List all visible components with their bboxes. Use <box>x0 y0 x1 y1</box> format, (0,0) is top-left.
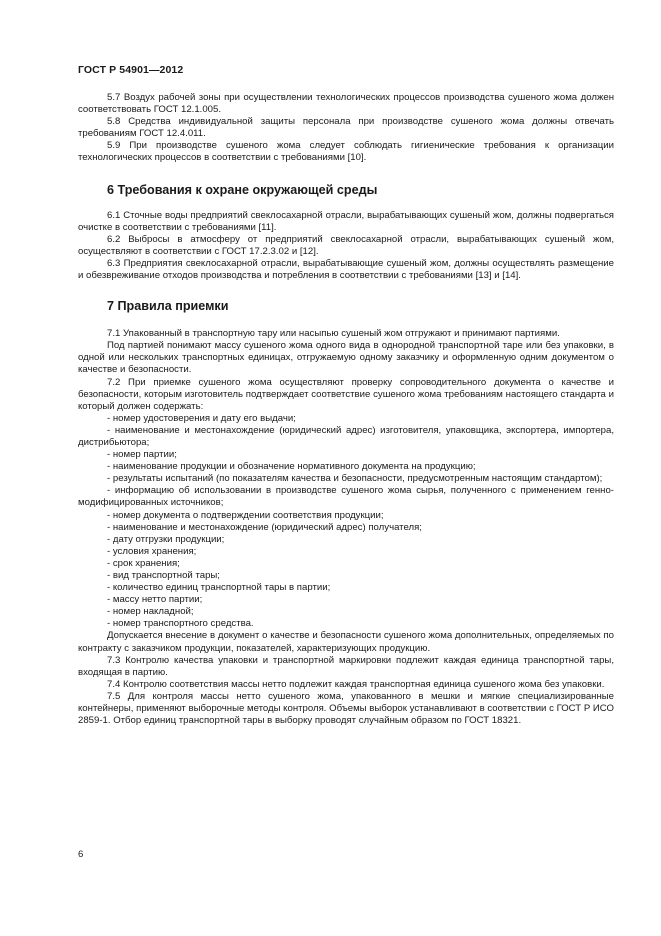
list-item: - номер партии; <box>107 449 177 461</box>
list-item: - номер документа о подтверждении соответствия продукции; <box>107 509 384 521</box>
paragraph-7-1: 7.1 Упакованный в транспортную тару или насыпью сушеный жом отгружают и принимают партиями. <box>107 328 560 340</box>
paragraph-7-1-lot-definition: Под партией понимают массу сушеного жома одного вида в однородной транспортной таре или без упаковки, в одной или нескольких транспортных единицах, отгружаемую одному заказчику и оформленную одним документом о качестве и безопасности. <box>78 340 614 376</box>
list-item: - условия хранения; <box>107 545 197 557</box>
list-item: - наименование и местонахождение (юридический адрес) получателя; <box>107 521 422 533</box>
list-item: - количество единиц транспортной тары в партии; <box>107 582 331 594</box>
paragraph-7-2: 7.2 При приемке сушеного жома осуществляют проверку сопроводительного документа о качестве и безопасности, которым изготовитель подтверждает соответствие сушеного жома требованиям настоящего стандарта и который должен содержать: <box>78 376 614 412</box>
list-item: - номер удостоверения и дату его выдачи; <box>107 412 296 424</box>
list-item: - номер транспортного средства. <box>107 618 254 630</box>
paragraph-7-3: 7.3 Контролю качества упаковки и транспортной маркировки подлежит каждая единица транспортной тары, входящая в партию. <box>78 654 614 678</box>
list-item: - массу нетто партии; <box>107 594 203 606</box>
list-item: - наименование продукции и обозначение нормативного документа на продукцию; <box>107 461 476 473</box>
paragraph-7-4: 7.4 Контролю соответствия массы нетто подлежит каждая транспортная единица сушеного жома без упаковки. <box>107 678 605 690</box>
paragraph-5-7: 5.7 Воздух рабочей зоны при осуществлении технологических процессов производства сушеного жома должен соответствовать ГОСТ 12.1.005. <box>78 92 614 116</box>
paragraph-7-5: 7.5 Для контроля массы нетто сушеного жома, упакованного в мешки и мягкие специализированные контейнеры, применяют выборочные методы контроля. Объемы выборок устанавливают в соответствии с ГОСТ Р ИСО 2859-1. Отбор единиц транспортной тары в выборку проводят случайным образом по ГОСТ 18321. <box>78 690 614 727</box>
paragraph-6-2: 6.2 Выбросы в атмосферу от предприятий свеклосахарной отрасли, вырабатывающих сушеный жом, осуществляют в соответствии с ГОСТ 17.2.3.02 и [12]. <box>78 233 614 257</box>
list-item: - информацию об использовании в производстве сушеного жома сырья, полученного с применением генно-модифицированных источников; <box>78 485 614 509</box>
list-item: - результаты испытаний (по показателям качества и безопасности, предусмотренным настоящим стандартом); <box>107 473 603 485</box>
paragraph-7-2-additional: Допускается внесение в документ о качестве и безопасности сушеного жома дополнительных, определяемых по контракту с заказчиком продукции, показателей, характеризующих продукцию. <box>78 630 614 654</box>
list-item: - номер накладной; <box>107 606 194 618</box>
paragraph-5-8: 5.8 Средства индивидуальной защиты персонала при производстве сушеного жома должны отвечать требованиям ГОСТ 12.4.011. <box>78 116 614 140</box>
list-item: - вид транспортной тары; <box>107 570 220 581</box>
paragraph-6-3: 6.3 Предприятия свеклосахарной отрасли, вырабатывающие сушеный жом, должны осуществлять размещение и обезвреживание отходов производства и потребления в соответствии с требованиями [13] и [14]. <box>78 257 614 282</box>
list-item: - срок хранения; <box>107 557 180 569</box>
section-7-heading: 7 Правила приемки <box>107 299 229 314</box>
section-6-heading: 6 Требования к охране окружающей среды <box>107 182 378 197</box>
list-item: - наименование и местонахождение (юридический адрес) изготовителя, упаковщика, экспортера, импортера, дистрибьютора; <box>78 424 614 448</box>
page-number: 6 <box>78 849 84 860</box>
page-body <box>78 92 614 727</box>
document-header: ГОСТ Р 54901—2012 <box>78 64 184 76</box>
paragraph-5-9: 5.9 При производстве сушеного жома следует соблюдать гигиенические требования к организации технологических процессов в соответствии с требованиями [10]. <box>78 140 614 164</box>
paragraph-6-1: 6.1 Сточные воды предприятий свеклосахарной отрасли, вырабатывающих сушеный жом, должны подвергаться очистке в соответствии с требованиями [11]. <box>78 209 614 233</box>
list-item: - дату отгрузки продукции; <box>107 533 225 545</box>
